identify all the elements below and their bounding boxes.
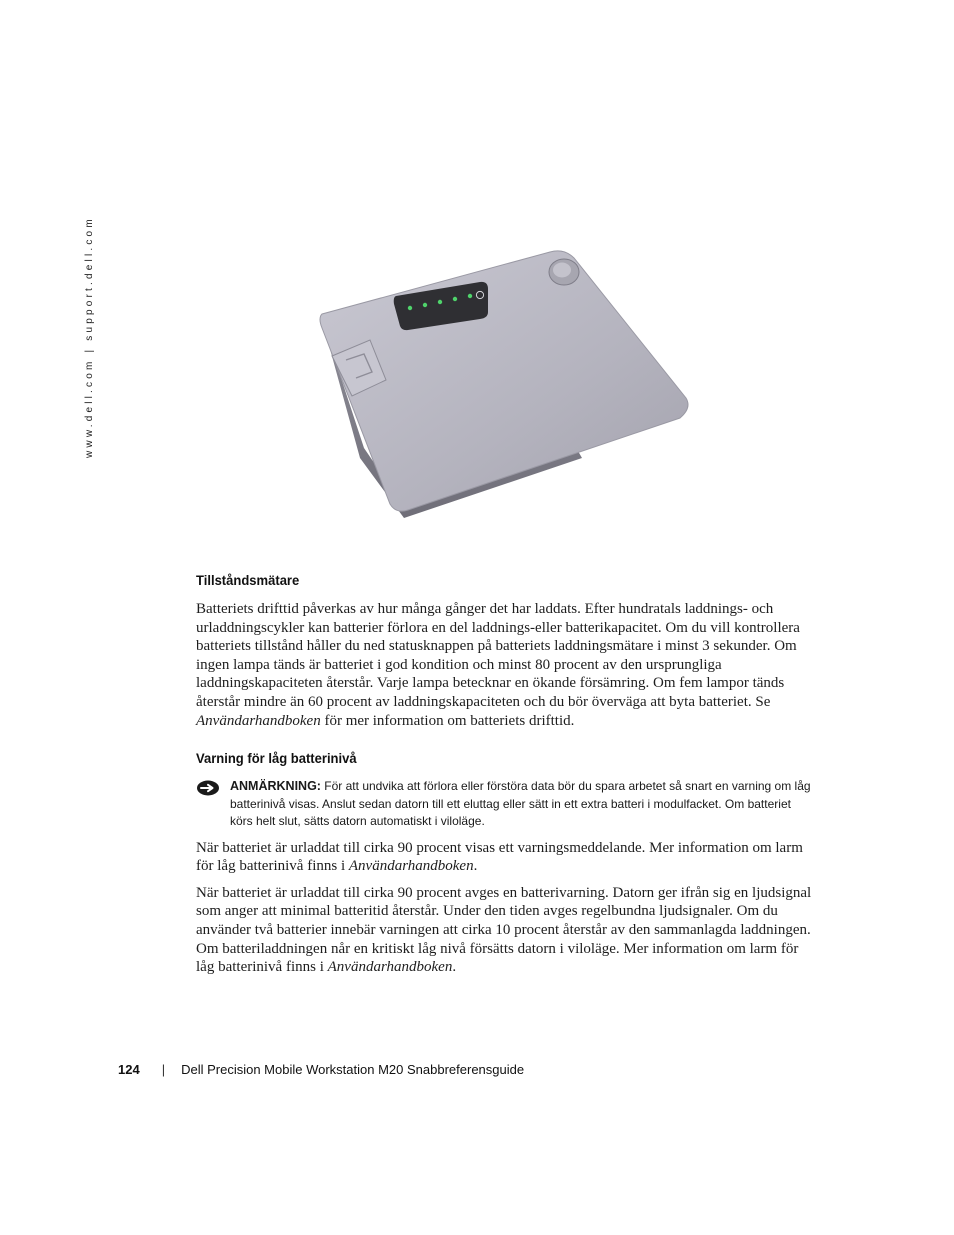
battery-image — [312, 248, 692, 528]
user-guide-reference: Användarhandboken — [327, 959, 453, 976]
page-number: 124 — [118, 1062, 140, 1077]
heading-low-battery-warning: Varning för låg batterinivå — [196, 750, 357, 767]
paragraph-text: När batteriet är urladdat till cirka 90 procent visas ett varningsmeddelande. Mer information om larm för låg batterinivå finns i — [196, 839, 803, 875]
paragraph-text: för mer information om batteriets drifttid. — [320, 712, 575, 729]
notice-box — [196, 778, 816, 831]
notice-label: ANMÄRKNING: — [230, 779, 321, 794]
sidebar-url: www.dell.com | support.dell.com — [84, 216, 95, 458]
paragraph-text: . — [452, 959, 457, 976]
page-footer — [118, 1062, 524, 1077]
notice-icon — [196, 780, 220, 796]
paragraph-battery-health — [196, 600, 816, 730]
paragraph-90-percent — [196, 839, 816, 876]
user-guide-reference: Användarhandboken — [348, 858, 474, 875]
user-guide-reference: Användarhandboken — [196, 712, 321, 729]
paragraph-battery-warning — [196, 884, 816, 977]
heading-tillstandsmatare: Tillståndsmätare — [196, 572, 300, 588]
notice-text: För att undvika att förlora eller förstöra data bör du spara arbetet så snart en varning om låg batterinivå visas. Anslut sedan datorn till ett eluttag eller sätt in ett extra batteri i modulfacket. Om batteriet körs helt slut, sätts datorn automatiskt i viloläge. — [230, 779, 811, 829]
paragraph-text: . — [473, 858, 478, 875]
paragraph-text: Batteriets drifttid påverkas av hur många gånger det har laddats. Efter hundratals laddnings- och urladdningscykler kan batterier förlora en del laddnings-eller batterikapacitet. Om du vill kontrollera batteriets tillstånd håller du ned statusknappen på batteriets laddningsmätare i minst 3 sekunder. Om ingen lampa tänds är batteriet i god kondition och minst 80 procent av den ursprungliga laddningskapaciteten återstår. Varje lampa betecknar en ökande försämring. Om fem lampor tänds återstår mindre än 60 procent av laddningskapaciteten och du bör överväga att byta batteriet. Se — [196, 601, 800, 710]
footer-separator: | — [161, 1062, 166, 1077]
document-title: Dell Precision Mobile Workstation M20 Snabbreferensguide — [181, 1062, 525, 1077]
paragraph-text: När batteriet är urladdat till cirka 90 procent avges en batterivarning. Datorn ger ifrån sig en ljudsignal som anger att minimal batteritid återstår. Under den tiden avges regelbundna ljudsignaler. Om du använder två batterier innebär varningen att cirka 10 procent återstår av den sammanlagda laddningen. Om batteriladdningen når en kritiskt låg nivå försätts datorn i viloläge. Mer information om larm för låg batterinivå finns i — [196, 884, 812, 976]
